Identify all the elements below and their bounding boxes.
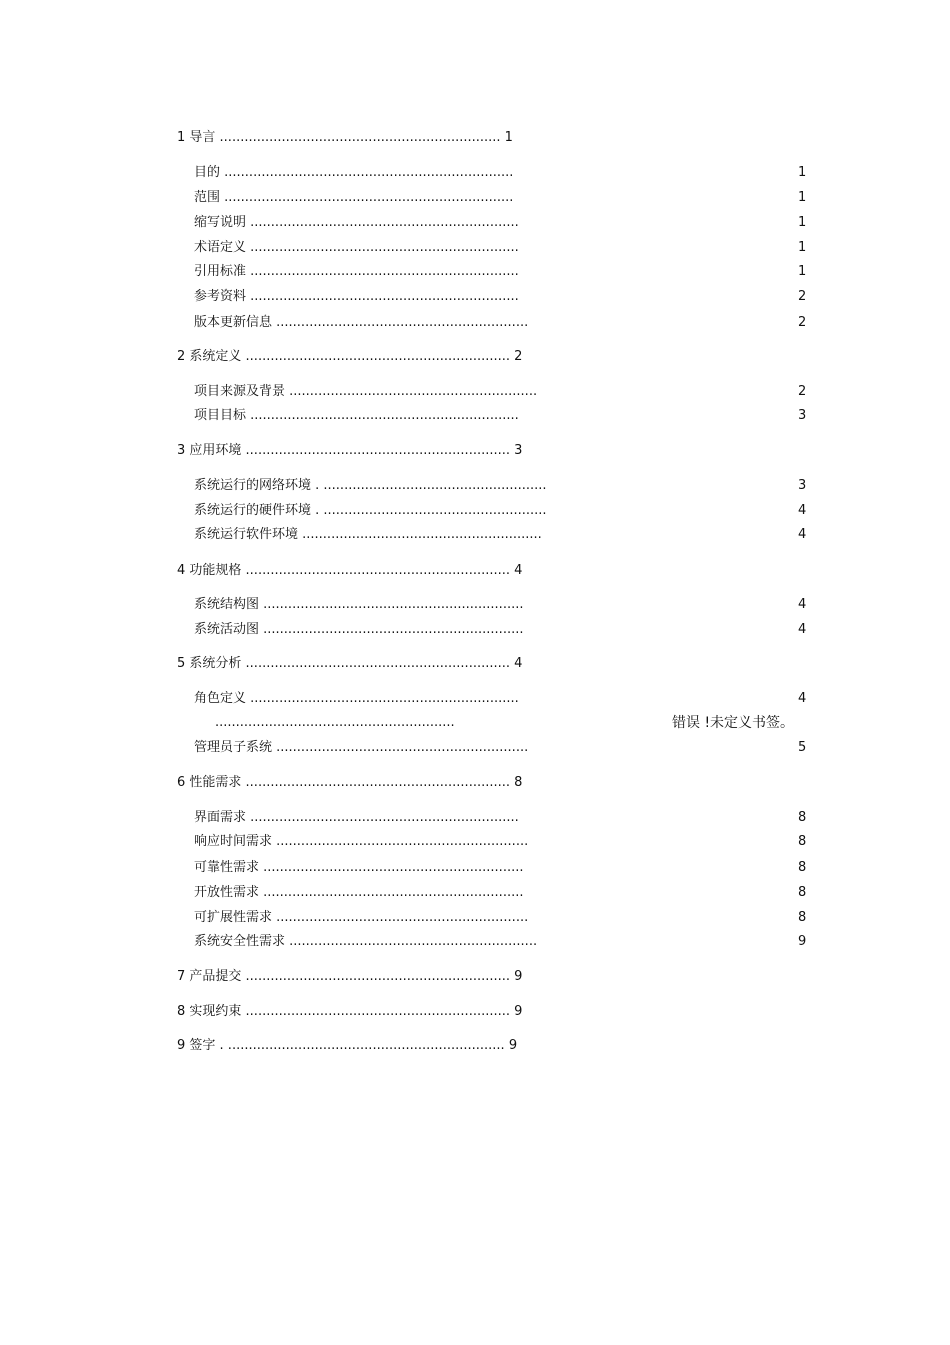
toc-entry-admin-subsystem[interactable]	[194, 740, 528, 756]
toc-leader-dots: ............................................................	[289, 934, 538, 949]
toc-leader-dots: ................................................................	[245, 443, 511, 458]
toc-entry-standards[interactable]	[194, 264, 519, 280]
toc-entry-software-env[interactable]	[194, 527, 542, 543]
toc-entry-title: 目的	[194, 165, 225, 180]
toc-entry-title: 系统安全性需求	[194, 934, 290, 949]
toc-entry-title: 项目来源及背景	[194, 384, 290, 399]
toc-leader-dots: .................................................................	[250, 240, 519, 255]
toc-entry-title: 系统运行的硬件环境	[194, 503, 316, 518]
toc-page-number: 2	[798, 315, 807, 330]
toc-page-number: 8	[510, 775, 523, 790]
toc-entry-response-time[interactable]	[194, 834, 528, 850]
toc-page-number: 4	[798, 622, 807, 637]
toc-page-number: 9	[798, 934, 807, 949]
toc-leader-dots: . ......................................................	[315, 478, 547, 493]
toc-entry-title: 引用标准	[194, 264, 251, 279]
toc-page-number: 8	[798, 860, 807, 875]
toc-leader-dots: ................................................................	[245, 969, 511, 984]
toc-entry-abbreviations[interactable]	[194, 215, 519, 231]
toc-leader-dots: ......................................................................	[224, 165, 514, 180]
toc-entry-title: 版本更新信息	[194, 315, 277, 330]
toc-leader-dots: ..........................................................	[302, 527, 542, 542]
toc-entry-project-goals[interactable]	[194, 408, 519, 424]
toc-leader-dots: .................................................................	[250, 289, 519, 304]
toc-page-number: 3	[798, 408, 807, 423]
toc-entry-title: 项目目标	[194, 408, 251, 423]
toc-leader-dots: ............................................................	[289, 384, 538, 399]
toc-entry-scope[interactable]	[194, 190, 513, 206]
toc-leader-dots: .................................................................	[250, 408, 519, 423]
toc-page-number: 2	[798, 289, 807, 304]
toc-entry-title: 2 系统定义	[177, 349, 246, 364]
toc-entry-title: 参考资料	[194, 289, 251, 304]
toc-leader-dots: ...............................................................	[263, 622, 524, 637]
toc-bookmark-error: 错误 !未定义书签。	[672, 715, 795, 731]
toc-entry-network-env[interactable]	[194, 478, 547, 494]
toc-page-number: 1	[500, 130, 513, 145]
toc-entry-ui-requirements[interactable]	[194, 810, 519, 826]
toc-leader-dots: ...............................................................	[263, 885, 524, 900]
toc-entry-title: 4 功能规格	[177, 563, 246, 578]
toc-entry-structure-diagram[interactable]	[194, 597, 523, 613]
toc-entry-signature[interactable]	[177, 1038, 517, 1054]
toc-entry-title: 9 签字	[177, 1038, 220, 1053]
toc-entry-title: 3 应用环境	[177, 443, 246, 458]
toc-page-number: 1	[798, 215, 807, 230]
toc-page-number: 8	[798, 810, 807, 825]
toc-entry-title: 可靠性需求	[194, 860, 264, 875]
toc-entry-security[interactable]	[194, 934, 537, 950]
toc-page-number: 2	[798, 384, 807, 399]
toc-entry-hardware-env[interactable]	[194, 503, 547, 519]
toc-entry-constraints[interactable]	[177, 1004, 522, 1020]
toc-page-number: 3	[510, 443, 523, 458]
toc-entry-terms[interactable]	[194, 240, 519, 256]
toc-entry-title: 8 实现约束	[177, 1004, 246, 1019]
toc-entry-title: 范围	[194, 190, 225, 205]
toc-entry-title: 可扩展性需求	[194, 910, 277, 925]
toc-leader-dots: .................................................................	[250, 691, 519, 706]
toc-leader-dots: ..........................................................	[215, 715, 455, 730]
toc-entry-title: 1 导言	[177, 130, 220, 145]
toc-entry-title: 术语定义	[194, 240, 251, 255]
toc-page-number: 1	[798, 264, 807, 279]
toc-entry-broken-bookmark[interactable]	[215, 715, 455, 731]
toc-leader-dots: ...............................................................	[263, 860, 524, 875]
toc-leader-dots: .................................................................	[250, 215, 519, 230]
toc-page-number: 4	[510, 563, 523, 578]
toc-leader-dots: . ...................................................................	[219, 1038, 505, 1053]
toc-entry-project-background[interactable]	[194, 384, 537, 400]
toc-leader-dots: ................................................................	[245, 563, 511, 578]
toc-entry-performance[interactable]	[177, 775, 522, 791]
toc-entry-title: 开放性需求	[194, 885, 264, 900]
toc-page-number: 1	[798, 190, 807, 205]
toc-leader-dots: ...............................................................	[263, 597, 524, 612]
toc-page-number: 2	[510, 349, 523, 364]
toc-leader-dots: ......................................................................	[224, 190, 514, 205]
toc-entry-system-analysis[interactable]	[177, 656, 522, 672]
toc-entry-extensibility[interactable]	[194, 910, 528, 926]
toc-page-number: 4	[798, 597, 807, 612]
toc-page-number: 4	[798, 691, 807, 706]
toc-entry-title: 管理员子系统	[194, 740, 277, 755]
toc-leader-dots: ................................................................	[245, 1004, 511, 1019]
toc-page-number: 9	[510, 1004, 523, 1019]
toc-entry-title: 系统运行软件环境	[194, 527, 303, 542]
toc-page-number: 9	[504, 1038, 518, 1053]
toc-entry-version-info[interactable]	[194, 315, 528, 331]
toc-entry-title: 7 产品提交	[177, 969, 246, 984]
toc-page-number: 1	[798, 165, 807, 180]
toc-page-number: 1	[798, 240, 807, 255]
toc-entry-activity-diagram[interactable]	[194, 622, 523, 638]
toc-entry-reliability[interactable]	[194, 860, 523, 876]
toc-page-number: 9	[510, 969, 523, 984]
toc-entry-functional-spec[interactable]	[177, 563, 522, 579]
toc-leader-dots: . ......................................................	[315, 503, 547, 518]
toc-entry-title: 6 性能需求	[177, 775, 246, 790]
toc-entry-title: 5 系统分析	[177, 656, 246, 671]
toc-entry-title: 界面需求	[194, 810, 251, 825]
toc-leader-dots: ................................................................	[245, 775, 511, 790]
toc-page-number: 4	[798, 527, 807, 542]
toc-leader-dots: .............................................................	[276, 910, 529, 925]
toc-page-number: 8	[798, 885, 807, 900]
toc-entry-title: 角色定义	[194, 691, 251, 706]
toc-entry-references[interactable]	[194, 289, 519, 305]
toc-entry-environment[interactable]	[177, 443, 522, 459]
toc-entry-title: 系统活动图	[194, 622, 264, 637]
toc-page-number: 8	[798, 910, 807, 925]
toc-entry-role-definition[interactable]	[194, 691, 519, 707]
toc-entry-title: 系统结构图	[194, 597, 264, 612]
toc-page-number: 5	[798, 740, 807, 755]
toc-page-number: 3	[798, 478, 807, 493]
toc-leader-dots: .............................................................	[276, 740, 529, 755]
toc-page-number: 8	[798, 834, 807, 849]
toc-leader-dots: .............................................................	[276, 834, 529, 849]
toc-leader-dots: ....................................................................	[219, 130, 501, 145]
toc-entry-title: 系统运行的网络环境	[194, 478, 316, 493]
toc-leader-dots: ................................................................	[245, 656, 511, 671]
toc-entry-purpose[interactable]	[194, 165, 513, 181]
toc-page-number: 4	[510, 656, 523, 671]
toc-leader-dots: .................................................................	[250, 264, 519, 279]
toc-entry-title: 响应时间需求	[194, 834, 277, 849]
toc-entry-system-definition[interactable]	[177, 349, 522, 365]
toc-entry-intro[interactable]	[177, 130, 513, 146]
toc-leader-dots: .................................................................	[250, 810, 519, 825]
toc-leader-dots: .............................................................	[276, 315, 529, 330]
toc-page-number: 4	[798, 503, 807, 518]
toc-entry-openness[interactable]	[194, 885, 523, 901]
toc-entry-delivery[interactable]	[177, 969, 522, 985]
toc-entry-title: 缩写说明	[194, 215, 251, 230]
toc-leader-dots: ................................................................	[245, 349, 511, 364]
